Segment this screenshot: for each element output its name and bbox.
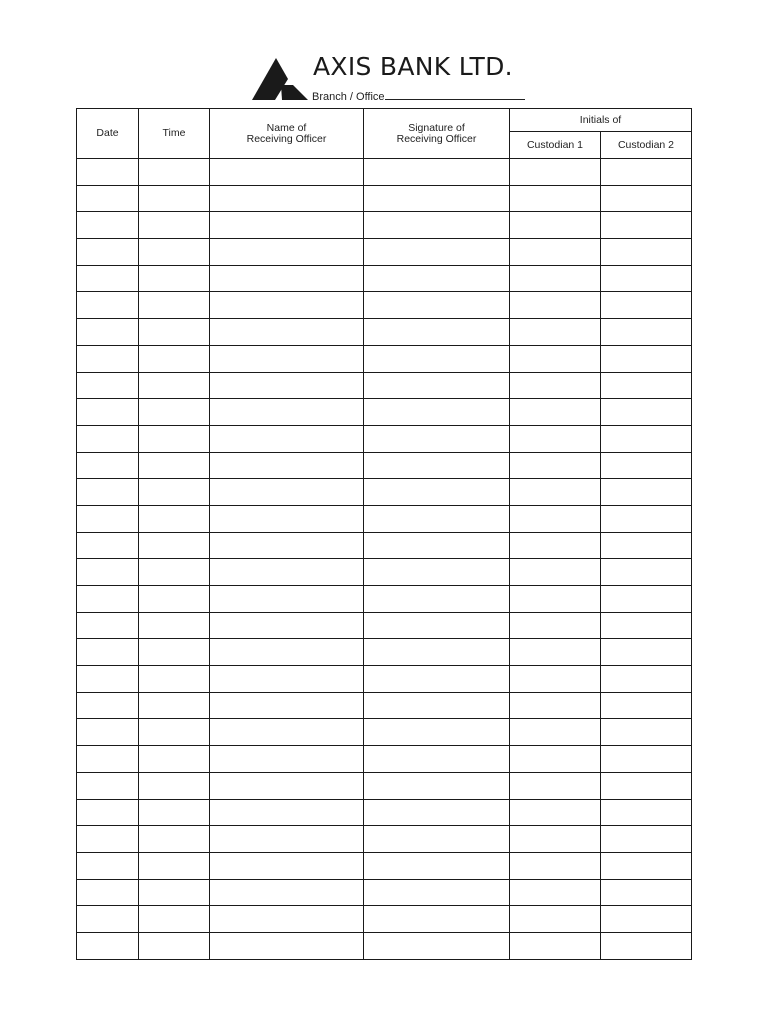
date-cell[interactable] [77, 185, 139, 212]
time-cell[interactable] [139, 586, 210, 613]
time-cell[interactable] [139, 639, 210, 666]
time-cell[interactable] [139, 372, 210, 399]
date-cell[interactable] [77, 852, 139, 879]
custodian-1-initials-cell[interactable] [510, 772, 601, 799]
col-header-initials-of: Initials of [510, 109, 692, 132]
date-cell[interactable] [77, 772, 139, 799]
custodian-1-initials-cell[interactable] [510, 265, 601, 292]
receiving-officer-signature-cell[interactable] [364, 319, 510, 346]
receiving-officer-name-cell[interactable] [210, 345, 364, 372]
table-row [77, 239, 692, 266]
receiving-officer-signature-cell[interactable] [364, 586, 510, 613]
date-cell[interactable] [77, 159, 139, 186]
col-header-name-of-receiving-officer [210, 109, 364, 159]
table-row [77, 852, 692, 879]
date-cell[interactable] [77, 879, 139, 906]
table-row [77, 532, 692, 559]
receiving-officer-signature-cell[interactable] [364, 239, 510, 266]
custodian-1-initials-cell[interactable] [510, 372, 601, 399]
custodian-2-initials-cell[interactable] [601, 586, 692, 613]
time-cell[interactable] [139, 852, 210, 879]
custodian-1-initials-cell[interactable] [510, 399, 601, 426]
custodian-2-initials-cell[interactable] [601, 239, 692, 266]
receiving-officer-name-cell[interactable] [210, 559, 364, 586]
table-row [77, 479, 692, 506]
bank-title: AXIS BANK LTD. [313, 52, 513, 81]
custodian-1-initials-cell[interactable] [510, 292, 601, 319]
table-row [77, 185, 692, 212]
time-cell[interactable] [139, 799, 210, 826]
time-cell[interactable] [139, 452, 210, 479]
receiving-officer-name-cell[interactable] [210, 932, 364, 959]
time-cell[interactable] [139, 719, 210, 746]
col-header-signature-of-receiving-officer [364, 109, 510, 159]
time-cell[interactable] [139, 906, 210, 933]
custodian-2-initials-cell[interactable] [601, 372, 692, 399]
receiving-officer-signature-cell[interactable] [364, 479, 510, 506]
receiving-officer-signature-cell[interactable] [364, 906, 510, 933]
receiving-officer-signature-cell[interactable] [364, 292, 510, 319]
custodian-2-initials-cell[interactable] [601, 746, 692, 773]
date-cell[interactable] [77, 479, 139, 506]
custodian-2-initials-cell[interactable] [601, 692, 692, 719]
receiving-officer-signature-cell[interactable] [364, 425, 510, 452]
time-cell[interactable] [139, 212, 210, 239]
receiving-officer-name-cell[interactable] [210, 212, 364, 239]
receiving-officer-name-cell[interactable] [210, 772, 364, 799]
table-row [77, 212, 692, 239]
custodian-2-initials-cell[interactable] [601, 319, 692, 346]
table-row [77, 826, 692, 853]
date-cell[interactable] [77, 719, 139, 746]
axis-bank-logo-icon [252, 58, 308, 100]
table-row [77, 639, 692, 666]
time-cell[interactable] [139, 505, 210, 532]
time-cell[interactable] [139, 532, 210, 559]
table-row [77, 612, 692, 639]
custodian-2-initials-cell[interactable] [601, 399, 692, 426]
time-cell[interactable] [139, 239, 210, 266]
receiving-officer-signature-cell[interactable] [364, 719, 510, 746]
custodian-2-initials-cell[interactable] [601, 826, 692, 853]
table-row [77, 906, 692, 933]
receiving-officer-name-cell[interactable] [210, 799, 364, 826]
date-cell[interactable] [77, 906, 139, 933]
date-cell[interactable] [77, 532, 139, 559]
custodian-2-initials-cell[interactable] [601, 559, 692, 586]
custodian-2-initials-cell[interactable] [601, 906, 692, 933]
date-cell[interactable] [77, 559, 139, 586]
receiving-officer-signature-cell[interactable] [364, 639, 510, 666]
custodian-1-initials-cell[interactable] [510, 799, 601, 826]
col-header-custodian-2: Custodian 2 [601, 132, 692, 159]
date-cell[interactable] [77, 372, 139, 399]
date-cell[interactable] [77, 452, 139, 479]
col-header-date: Date [77, 109, 139, 159]
receiving-officer-name-cell[interactable] [210, 292, 364, 319]
date-cell[interactable] [77, 505, 139, 532]
receiving-officer-signature-cell[interactable] [364, 772, 510, 799]
custody-register-table [76, 108, 692, 960]
time-cell[interactable] [139, 265, 210, 292]
receiving-officer-signature-cell[interactable] [364, 399, 510, 426]
table-row [77, 505, 692, 532]
table-row [77, 772, 692, 799]
date-cell[interactable] [77, 746, 139, 773]
col-header-signature-line2: Receiving Officer [396, 132, 477, 145]
custodian-1-initials-cell[interactable] [510, 826, 601, 853]
custodian-1-initials-cell[interactable] [510, 239, 601, 266]
receiving-officer-name-cell[interactable] [210, 159, 364, 186]
time-cell[interactable] [139, 746, 210, 773]
branch-office-label: Branch / Office [312, 91, 385, 103]
table-row [77, 345, 692, 372]
receiving-officer-name-cell[interactable] [210, 185, 364, 212]
table-row [77, 319, 692, 346]
custodian-2-initials-cell[interactable] [601, 879, 692, 906]
date-cell[interactable] [77, 799, 139, 826]
table-row [77, 159, 692, 186]
date-cell[interactable] [77, 319, 139, 346]
receiving-officer-signature-cell[interactable] [364, 265, 510, 292]
custodian-2-initials-cell[interactable] [601, 852, 692, 879]
receiving-officer-signature-cell[interactable] [364, 532, 510, 559]
custodian-2-initials-cell[interactable] [601, 639, 692, 666]
custodian-2-initials-cell[interactable] [601, 772, 692, 799]
receiving-officer-name-cell[interactable] [210, 826, 364, 853]
receiving-officer-name-cell[interactable] [210, 425, 364, 452]
time-cell[interactable] [139, 185, 210, 212]
custodian-2-initials-cell[interactable] [601, 479, 692, 506]
receiving-officer-signature-cell[interactable] [364, 746, 510, 773]
col-header-name-line2: Receiving Officer [246, 132, 327, 145]
custodian-1-initials-cell[interactable] [510, 479, 601, 506]
receiving-officer-signature-cell[interactable] [364, 452, 510, 479]
table-row [77, 399, 692, 426]
col-header-name-line1: Name of [266, 121, 307, 134]
receiving-officer-name-cell[interactable] [210, 452, 364, 479]
receiving-officer-signature-cell[interactable] [364, 559, 510, 586]
table-row [77, 692, 692, 719]
table-row [77, 746, 692, 773]
custodian-1-initials-cell[interactable] [510, 879, 601, 906]
custodian-2-initials-cell[interactable] [601, 185, 692, 212]
receiving-officer-signature-cell[interactable] [364, 666, 510, 693]
col-header-custodian-1: Custodian 1 [510, 132, 601, 159]
receiving-officer-name-cell[interactable] [210, 479, 364, 506]
receiving-officer-name-cell[interactable] [210, 719, 364, 746]
custodian-1-initials-cell[interactable] [510, 639, 601, 666]
date-cell[interactable] [77, 425, 139, 452]
time-cell[interactable] [139, 345, 210, 372]
receiving-officer-signature-cell[interactable] [364, 159, 510, 186]
custodian-2-initials-cell[interactable] [601, 505, 692, 532]
date-cell[interactable] [77, 212, 139, 239]
custodian-1-initials-cell[interactable] [510, 319, 601, 346]
receiving-officer-signature-cell[interactable] [364, 345, 510, 372]
custodian-1-initials-cell[interactable] [510, 852, 601, 879]
receiving-officer-signature-cell[interactable] [364, 372, 510, 399]
custodian-1-initials-cell[interactable] [510, 932, 601, 959]
custodian-2-initials-cell[interactable] [601, 265, 692, 292]
custodian-1-initials-cell[interactable] [510, 505, 601, 532]
form-header [0, 0, 768, 108]
table-row [77, 719, 692, 746]
time-cell[interactable] [139, 399, 210, 426]
time-cell[interactable] [139, 612, 210, 639]
custodian-1-initials-cell[interactable] [510, 906, 601, 933]
custodian-1-initials-cell[interactable] [510, 212, 601, 239]
time-cell[interactable] [139, 319, 210, 346]
table-row [77, 265, 692, 292]
time-cell[interactable] [139, 666, 210, 693]
receiving-officer-name-cell[interactable] [210, 265, 364, 292]
receiving-officer-signature-cell[interactable] [364, 932, 510, 959]
receiving-officer-signature-cell[interactable] [364, 185, 510, 212]
custodian-1-initials-cell[interactable] [510, 532, 601, 559]
time-cell[interactable] [139, 932, 210, 959]
date-cell[interactable] [77, 239, 139, 266]
receiving-officer-name-cell[interactable] [210, 639, 364, 666]
date-cell[interactable] [77, 345, 139, 372]
receiving-officer-name-cell[interactable] [210, 239, 364, 266]
custodian-1-initials-cell[interactable] [510, 612, 601, 639]
register-body [77, 159, 692, 960]
custodian-1-initials-cell[interactable] [510, 425, 601, 452]
date-cell[interactable] [77, 692, 139, 719]
col-header-signature-line1: Signature of [408, 121, 465, 134]
receiving-officer-name-cell[interactable] [210, 586, 364, 613]
receiving-officer-name-cell[interactable] [210, 532, 364, 559]
table-row [77, 586, 692, 613]
custodian-2-initials-cell[interactable] [601, 292, 692, 319]
custodian-2-initials-cell[interactable] [601, 452, 692, 479]
time-cell[interactable] [139, 559, 210, 586]
receiving-officer-signature-cell[interactable] [364, 212, 510, 239]
receiving-officer-name-cell[interactable] [210, 692, 364, 719]
col-header-time: Time [139, 109, 210, 159]
custodian-1-initials-cell[interactable] [510, 185, 601, 212]
custodian-1-initials-cell[interactable] [510, 719, 601, 746]
date-cell[interactable] [77, 932, 139, 959]
table-row [77, 666, 692, 693]
date-cell[interactable] [77, 612, 139, 639]
receiving-officer-name-cell[interactable] [210, 879, 364, 906]
receiving-officer-name-cell[interactable] [210, 906, 364, 933]
custodian-2-initials-cell[interactable] [601, 532, 692, 559]
date-cell[interactable] [77, 399, 139, 426]
branch-office-field [312, 89, 525, 103]
receiving-officer-signature-cell[interactable] [364, 879, 510, 906]
custodian-1-initials-cell[interactable] [510, 692, 601, 719]
receiving-officer-signature-cell[interactable] [364, 692, 510, 719]
table-row [77, 932, 692, 959]
custodian-2-initials-cell[interactable] [601, 799, 692, 826]
custodian-2-initials-cell[interactable] [601, 666, 692, 693]
receiving-officer-name-cell[interactable] [210, 505, 364, 532]
custodian-2-initials-cell[interactable] [601, 932, 692, 959]
date-cell[interactable] [77, 586, 139, 613]
receiving-officer-name-cell[interactable] [210, 746, 364, 773]
receiving-officer-signature-cell[interactable] [364, 852, 510, 879]
date-cell[interactable] [77, 292, 139, 319]
date-cell[interactable] [77, 666, 139, 693]
receiving-officer-signature-cell[interactable] [364, 799, 510, 826]
custodian-1-initials-cell[interactable] [510, 452, 601, 479]
time-cell[interactable] [139, 692, 210, 719]
custodian-2-initials-cell[interactable] [601, 159, 692, 186]
date-cell[interactable] [77, 639, 139, 666]
custodian-1-initials-cell[interactable] [510, 586, 601, 613]
receiving-officer-signature-cell[interactable] [364, 505, 510, 532]
time-cell[interactable] [139, 479, 210, 506]
table-row [77, 452, 692, 479]
custodian-1-initials-cell[interactable] [510, 345, 601, 372]
table-row [77, 425, 692, 452]
table-row [77, 292, 692, 319]
table-row [77, 559, 692, 586]
custodian-2-initials-cell[interactable] [601, 212, 692, 239]
time-cell[interactable] [139, 826, 210, 853]
custodian-2-initials-cell[interactable] [601, 612, 692, 639]
date-cell[interactable] [77, 265, 139, 292]
time-cell[interactable] [139, 425, 210, 452]
time-cell[interactable] [139, 159, 210, 186]
custodian-1-initials-cell[interactable] [510, 666, 601, 693]
table-row [77, 879, 692, 906]
branch-office-blank-line[interactable] [385, 89, 525, 100]
receiving-officer-name-cell[interactable] [210, 372, 364, 399]
time-cell[interactable] [139, 772, 210, 799]
time-cell[interactable] [139, 879, 210, 906]
receiving-officer-name-cell[interactable] [210, 612, 364, 639]
receiving-officer-signature-cell[interactable] [364, 612, 510, 639]
receiving-officer-name-cell[interactable] [210, 852, 364, 879]
custodian-2-initials-cell[interactable] [601, 719, 692, 746]
receiving-officer-name-cell[interactable] [210, 319, 364, 346]
table-row [77, 799, 692, 826]
receiving-officer-signature-cell[interactable] [364, 826, 510, 853]
custodian-1-initials-cell[interactable] [510, 559, 601, 586]
custodian-2-initials-cell[interactable] [601, 345, 692, 372]
receiving-officer-name-cell[interactable] [210, 666, 364, 693]
table-row [77, 372, 692, 399]
custodian-1-initials-cell[interactable] [510, 746, 601, 773]
custodian-2-initials-cell[interactable] [601, 425, 692, 452]
custodian-1-initials-cell[interactable] [510, 159, 601, 186]
receiving-officer-name-cell[interactable] [210, 399, 364, 426]
date-cell[interactable] [77, 826, 139, 853]
time-cell[interactable] [139, 292, 210, 319]
